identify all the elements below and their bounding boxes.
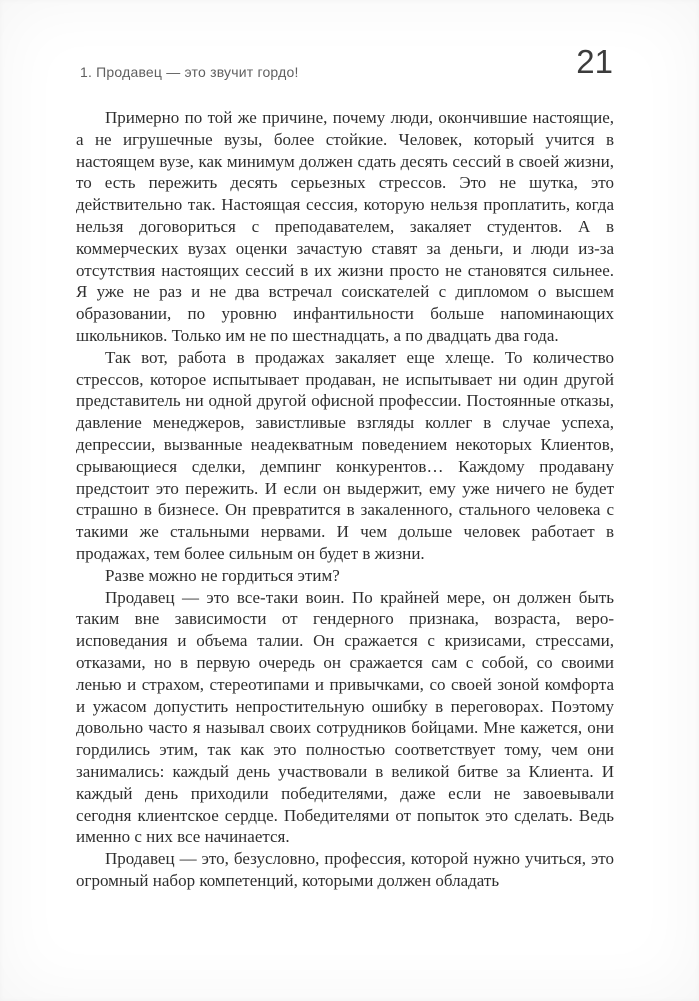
page-body [76,107,614,892]
paragraph-2: Так вот, работа в продажах закаляет еще хлеще. То количество стрессов, которое испытывает продаван, не испытывает ни один другой представитель ни одной другой офисной профессии. Постоянные отказы, давление менеджеров, завистливые взгляды коллег в случае успеха, депрессии, вызванные неадекватным поведением некоторых Клиентов, срывающиеся сделки, демпинг конкурентов… Каждому продавану предстоит это пережить. И если он выдержит, ему уже ничего не будет страшно в бизнесе. Он превратится в закаленного, стального человека с такими же стальными нервами. И чем дольше человек работает в продажах, тем более сильным он будет в жизни. [76,347,614,563]
page-number: 21 [576,43,613,80]
running-header: 1. Продавец — это звучит гордо! [80,64,299,80]
paragraph-1: Примерно по той же причине, почему люди, окончившие настоящие, а не игрушечные вузы, более стойкие. Человек, который учится в настоящем вузе, как минимум должен сдать десять сессий в своей жизни, то есть пережить десять серьезных стрессов. Это не шутка, это действительно так. Настоящая сессия, которую нельзя проплатить, когда нельзя договориться с преподавателем, закаляет студентов. А в коммерческих вузах оценки зачастую ставят за деньги, и люди из-за отсутствия настоящих сессий в их жизни просто не становятся сильнее. Я уже не раз и не два встречал соискателей с дипломом о высшем образовании, по уровню инфантильности больше напоминающих школьников. Только им не по шестнадцать, а по двадцать два года. [76,108,614,345]
paragraph-4: Продавец — это все-таки воин. По крайней мере, он должен быть таким вне зависимости от гендерного признака, возраста, вероисповедания и объема талии. Он сражается с кризисами, стрессами, отказами, но в первую очередь он сражается сам с собой, со своими ленью и страхом, стереотипами и привычками, со своей зоной комфорта и ужасом допустить непростительную ошибку в переговорах. Поэтому довольно часто я называл своих сотрудников бойцами. Мне кажется, они гордились этим, так как это полностью соответствует тому, чем они занимались: каждый день участвовали в великой битве за Клиента. И каждый день приходили победителями, даже если не завоевывали сегодня клиентское сердце. Победителями от попыток это сделать. Ведь именно с них все начинается. [76,587,614,847]
paragraph-5: Продавец — это, безусловно, профессия, которой нужно учиться, это огромный набор компетенций, которыми должен обладать [76,849,614,890]
paragraph-3: Разве можно не гордиться этим? [105,565,340,585]
